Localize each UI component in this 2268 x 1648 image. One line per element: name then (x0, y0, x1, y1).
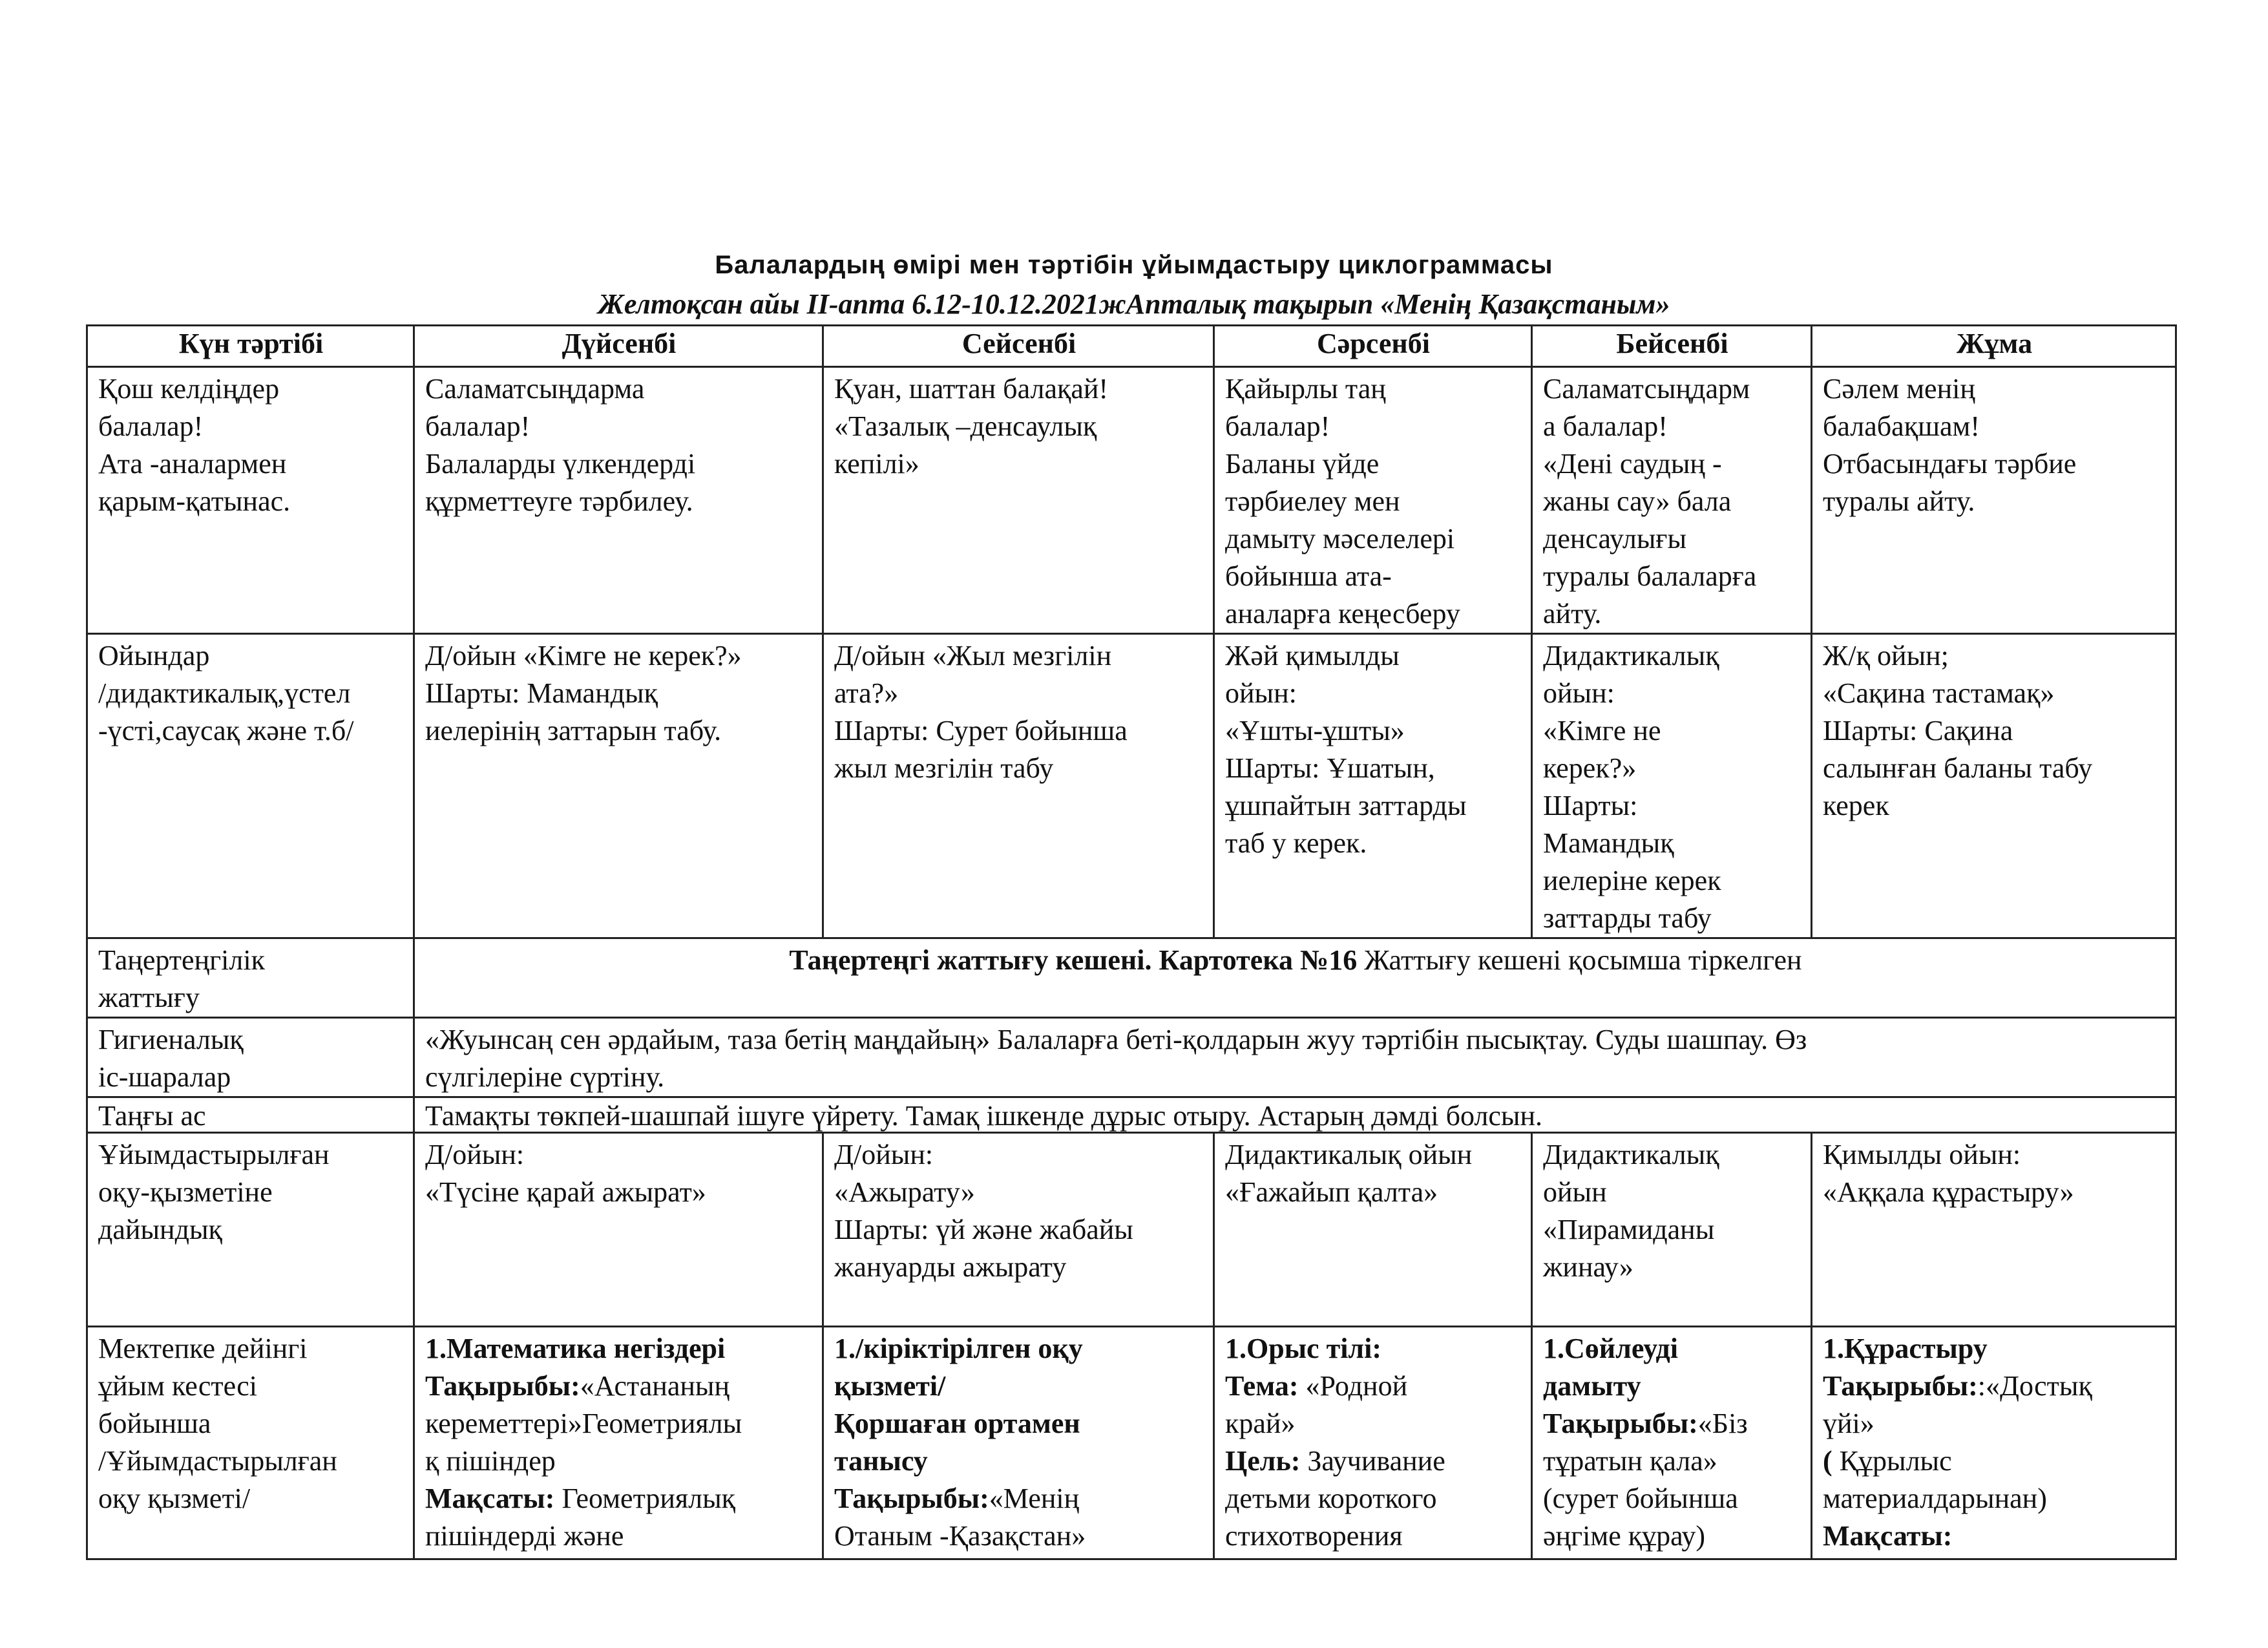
cell-line: Саламатсыңдарма (425, 373, 645, 405)
cell-line: Таңғы ас (98, 1100, 206, 1132)
tuesday-cell (823, 1133, 1214, 1327)
cell-text: материалдарынан) (1823, 1483, 2047, 1514)
cell-line: Жәй қимылды (1225, 640, 1400, 671)
cell-bold-text: Тақырыбы: (425, 1370, 580, 1402)
cell-line: /Ұйымдастырылған (98, 1445, 337, 1477)
cell-line: Гигиеналық (98, 1024, 244, 1055)
cell-line (1225, 1480, 1522, 1517)
cell-line (834, 1368, 1204, 1405)
cell-line: Ойындар (98, 640, 210, 671)
cell-line (1225, 1405, 1522, 1442)
cell-line: бойынша (98, 1408, 211, 1439)
cell-line: Отбасындағы тәрбие (1823, 448, 2077, 480)
cell-line: Шарты: үй және жабайы (834, 1214, 1133, 1245)
table-row (87, 367, 2176, 634)
cell-line: бойынша ата- (1225, 560, 1392, 592)
friday-cell (1812, 634, 2176, 938)
wednesday-cell (1214, 1327, 1532, 1559)
cell-line: жаны сау» бала (1543, 485, 1732, 517)
cell-bold-text: Мақсаты: (425, 1483, 555, 1514)
exercise-cell (414, 938, 2176, 1018)
cell-line (834, 1405, 1204, 1442)
header-thursday: Бейсенбі (1532, 326, 1812, 367)
cell-text: Заучивание (1300, 1445, 1445, 1477)
row-label (87, 1133, 414, 1327)
cell-line: Ата -аналармен (98, 448, 287, 480)
cell-line (1823, 1368, 2166, 1405)
cell-line: сүлгілеріне сүртіну. (425, 1061, 665, 1093)
cell-line: керек?» (1543, 752, 1637, 784)
cell-line (425, 1442, 813, 1480)
cell-line: Қуан, шаттан балақай! (834, 373, 1109, 405)
cell-line: оқу қызметі/ (98, 1483, 251, 1514)
cell-line: туралы айту. (1823, 485, 1975, 517)
cell-line (425, 1517, 813, 1555)
cell-text: (сурет бойынша (1543, 1483, 1738, 1514)
thursday-cell (1532, 634, 1812, 938)
cell-line (1823, 1330, 2166, 1368)
cell-text: үйі» (1823, 1408, 1874, 1439)
row-label (87, 1097, 414, 1133)
cell-text: «Родной (1298, 1370, 1408, 1402)
cell-line: туралы балаларға (1543, 560, 1757, 592)
cell-line: қарым-қатынас. (98, 485, 291, 517)
cell-line: «Ұшты-ұшты» (1225, 715, 1405, 746)
cell-line: керек (1823, 790, 1889, 821)
header-row (87, 326, 2176, 367)
cell-line: жаттығу (98, 982, 200, 1013)
cell-bold-text: Қоршаған ортамен (834, 1408, 1080, 1439)
breakfast-cell: Тамақты төкпей-шашпай ішуге үйрету. Тамақ ішкенде дұрыс отыру. Астарың дәмді болсын. (414, 1097, 2176, 1133)
cell-line (1225, 1330, 1522, 1368)
cell-line: «Түсіне қарай ажырат» (425, 1176, 706, 1208)
wednesday-cell (1214, 634, 1532, 938)
cell-line: Д/ойын: (834, 1139, 934, 1170)
cell-line (1543, 1330, 1801, 1368)
cell-line: «Аққала құрастыру» (1823, 1176, 2074, 1208)
header-friday: Жұма (1812, 326, 2176, 367)
cell-line: дайындық (98, 1214, 222, 1245)
cell-line (1543, 1405, 1801, 1442)
cell-line (425, 1405, 813, 1442)
header-wednesday: Сәрсенбі (1214, 326, 1532, 367)
cell-line: дамыту мәселелері (1225, 523, 1455, 555)
cell-line: Шарты: Ұшатын, (1225, 752, 1435, 784)
cell-line (834, 1517, 1204, 1555)
cell-line: аналарға кеңесберу (1225, 598, 1460, 629)
cell-line: ата?» (834, 677, 899, 709)
cell-line (1823, 1405, 2166, 1442)
cell-line (1823, 1480, 2166, 1517)
monday-cell (414, 367, 823, 634)
header-daily-routine: Күн тәртібі (87, 326, 414, 367)
cell-line: «Сақина тастамақ» (1823, 677, 2055, 709)
cyclogram-table (86, 324, 2177, 1560)
cell-line (425, 1368, 813, 1405)
cell-line (425, 1330, 813, 1368)
cell-line: балабақшам! (1823, 410, 1980, 442)
cell-line: -үсті,саусақ және т.б/ (98, 715, 354, 746)
table-row (87, 1097, 2176, 1133)
table-row (87, 938, 2176, 1018)
cell-bold-text: Цель: (1225, 1445, 1301, 1477)
cell-text: пішіндерді және (425, 1520, 624, 1552)
cell-line (1543, 1517, 1801, 1555)
tuesday-cell (823, 634, 1214, 938)
wednesday-cell (1214, 367, 1532, 634)
friday-cell (1812, 1133, 2176, 1327)
cell-line (834, 1480, 1204, 1517)
cell-line: Дидактикалық (1543, 640, 1719, 671)
monday-cell (414, 1327, 823, 1559)
cell-line: «Кімге не (1543, 715, 1661, 746)
cell-line: ойын: (1225, 677, 1297, 709)
friday-cell (1812, 367, 2176, 634)
cell-bold-text: ( (1823, 1445, 1840, 1477)
monday-cell (414, 1133, 823, 1327)
cell-line: айту. (1543, 598, 1602, 629)
cell-line: тәрбиелеу мен (1225, 485, 1400, 517)
cell-line: салынған баланы табу (1823, 752, 2093, 784)
cell-line (1543, 1368, 1801, 1405)
cell-line: иелеріне керек (1543, 865, 1721, 896)
cell-bold-text: Тақырыбы: (834, 1483, 989, 1514)
cell-bold-text: Тақырыбы: (1543, 1408, 1698, 1439)
exercise-bold-text: Таңертеңгі жаттығу кешені. Картотека №16 (789, 944, 1358, 976)
cell-line: жануарды ажырату (834, 1251, 1067, 1283)
cell-text: детьми короткого (1225, 1483, 1437, 1514)
cell-text: край» (1225, 1408, 1296, 1439)
cell-line (1225, 1368, 1522, 1405)
cell-bold-text: дамыту (1543, 1370, 1641, 1402)
cell-line: Қош келдіңдер (98, 373, 280, 405)
cell-line: «Ажырату» (834, 1176, 975, 1208)
cell-line: Дидактикалық ойын (1225, 1139, 1473, 1170)
thursday-cell (1532, 367, 1812, 634)
cell-line: Д/ойын: (425, 1139, 525, 1170)
cell-line: Ж/қ ойын; (1823, 640, 1949, 671)
cell-bold-text: 1.Құрастыру (1823, 1333, 1988, 1364)
cell-text: стихотворения (1225, 1520, 1403, 1552)
cell-text: тұратын қала» (1543, 1445, 1717, 1477)
row-label (87, 634, 414, 938)
cell-line (834, 1442, 1204, 1480)
cell-line: /дидактикалық,үстел (98, 677, 351, 709)
thursday-cell (1532, 1133, 1812, 1327)
cell-line: балалар! (1225, 410, 1330, 442)
cell-line: жинау» (1543, 1251, 1633, 1283)
cell-line: Қайырлы таң (1225, 373, 1386, 405)
cell-line: Таңертеңгілік (98, 944, 265, 976)
cell-line: жыл мезгілін табу (834, 752, 1054, 784)
cell-line: «Жуынсаң сен әрдайым, таза бетің маңдайың» Балаларға беті-қолдарын жуу тәртібін пысықтау. Суды шашпау. Өз (425, 1024, 1807, 1055)
cell-line: Сәлем менің (1823, 373, 1975, 405)
cell-text: «Біз (1697, 1408, 1748, 1439)
cell-line: Шарты: (1543, 790, 1638, 821)
cell-line: Балаларды үлкендерді (425, 448, 696, 480)
exercise-text: Жаттығу кешені қосымша тіркелген (1357, 944, 1802, 976)
cell-line (1823, 1442, 2166, 1480)
cell-line: Қимылды ойын: (1823, 1139, 2021, 1170)
cell-line: ойын (1543, 1176, 1607, 1208)
cell-line: Баланы үйде (1225, 448, 1380, 480)
cell-text: «Менің (989, 1483, 1080, 1514)
table-row (87, 1018, 2176, 1097)
cell-line: құрметтеуге тәрбилеу. (425, 485, 693, 517)
cell-line: «Дені саудың - (1543, 448, 1722, 480)
header-tuesday: Сейсенбі (823, 326, 1214, 367)
cell-text: Құрылыс (1839, 1445, 1952, 1477)
row-label (87, 1327, 414, 1559)
wednesday-cell (1214, 1133, 1532, 1327)
cell-line: ұшпайтын заттарды (1225, 790, 1467, 821)
cell-text: әңгіме құрау) (1543, 1520, 1706, 1552)
cell-line: оқу-қызметіне (98, 1176, 273, 1208)
cell-line (1225, 1442, 1522, 1480)
cell-line: кепілі» (834, 448, 919, 480)
cell-line (425, 1480, 813, 1517)
cell-text: кереметтері»Геометриялы (425, 1408, 742, 1439)
cell-line (1225, 1517, 1522, 1555)
cell-bold-text: Мақсаты: (1823, 1520, 1953, 1552)
monday-cell (414, 634, 823, 938)
cell-line: денсаулығы (1543, 523, 1687, 555)
cell-line: «Ғажайып қалта» (1225, 1176, 1438, 1208)
cell-line: ұйым кестесі (98, 1370, 257, 1402)
document-subtitle: Желтоқсан айы ІІ-апта 6.12-10.12.2021жАпталық тақырып «Менің Қазақстаным» (598, 288, 1670, 320)
cell-line (1823, 1517, 2166, 1555)
cell-text: :«Достық (1977, 1370, 2092, 1402)
cell-bold-text: 1.Орыс тілі: (1225, 1333, 1381, 1364)
row-label (87, 938, 414, 1018)
cell-line: ойын: (1543, 677, 1615, 709)
cell-line: Саламатсыңдарм (1543, 373, 1750, 405)
table-row (87, 1133, 2176, 1327)
row-label (87, 1018, 414, 1097)
cell-line: «Пирамиданы (1543, 1214, 1715, 1245)
cell-line (1543, 1442, 1801, 1480)
header-monday: Дүйсенбі (414, 326, 823, 367)
cell-line: Д/ойын «Жыл мезгілін (834, 640, 1112, 671)
cell-line: Шарты: Мамандық (425, 677, 658, 709)
tuesday-cell (823, 367, 1214, 634)
cell-text: Геометриялық (554, 1483, 736, 1514)
table-row (87, 1327, 2176, 1559)
cell-line: Мамандық (1543, 827, 1674, 859)
cell-line: иелерінің заттарын табу. (425, 715, 722, 746)
cell-text: «Астананың (580, 1370, 730, 1402)
cell-line: заттарды табу (1543, 902, 1712, 934)
friday-cell (1812, 1327, 2176, 1559)
cell-line: Шарты: Сурет бойынша (834, 715, 1128, 746)
cell-line: «Тазалық –денсаулық (834, 410, 1097, 442)
cell-line: Мектепке дейінгі (98, 1333, 308, 1364)
cell-line: іс-шаралар (98, 1061, 231, 1093)
cell-line: Д/ойын «Кімге не керек?» (425, 640, 742, 671)
document-title: Балалардың өмірі мен тәртібін ұйымдастыру циклограммасы (715, 251, 1553, 279)
thursday-cell (1532, 1327, 1812, 1559)
cell-text: Отаным -Қазақстан» (834, 1520, 1086, 1552)
cell-bold-text: Тақырыбы: (1823, 1370, 1978, 1402)
cell-bold-text: 1.Сөйлеуді (1543, 1333, 1678, 1364)
cell-line: Дидактикалық (1543, 1139, 1719, 1170)
cell-bold-text: қызметі/ (834, 1370, 946, 1402)
cell-line: Ұйымдастырылған (98, 1139, 330, 1170)
cell-line: таб у керек. (1225, 827, 1367, 859)
cell-line: а балалар! (1543, 410, 1668, 442)
cell-bold-text: 1./кіріктірілген оқу (834, 1333, 1083, 1364)
cell-line: балалар! (98, 410, 204, 442)
cell-text: қ пішіндер (425, 1445, 556, 1477)
cell-line (1543, 1480, 1801, 1517)
cell-line: Шарты: Сақина (1823, 715, 2013, 746)
hygiene-cell (414, 1018, 2176, 1097)
table-row (87, 634, 2176, 938)
cell-line: балалар! (425, 410, 530, 442)
cell-bold-text: 1.Математика негіздері (425, 1333, 726, 1364)
row-label (87, 367, 414, 634)
cell-bold-text: танысу (834, 1445, 928, 1477)
tuesday-cell (823, 1327, 1214, 1559)
cell-bold-text: Тема: (1225, 1370, 1299, 1402)
cell-line (834, 1330, 1204, 1368)
